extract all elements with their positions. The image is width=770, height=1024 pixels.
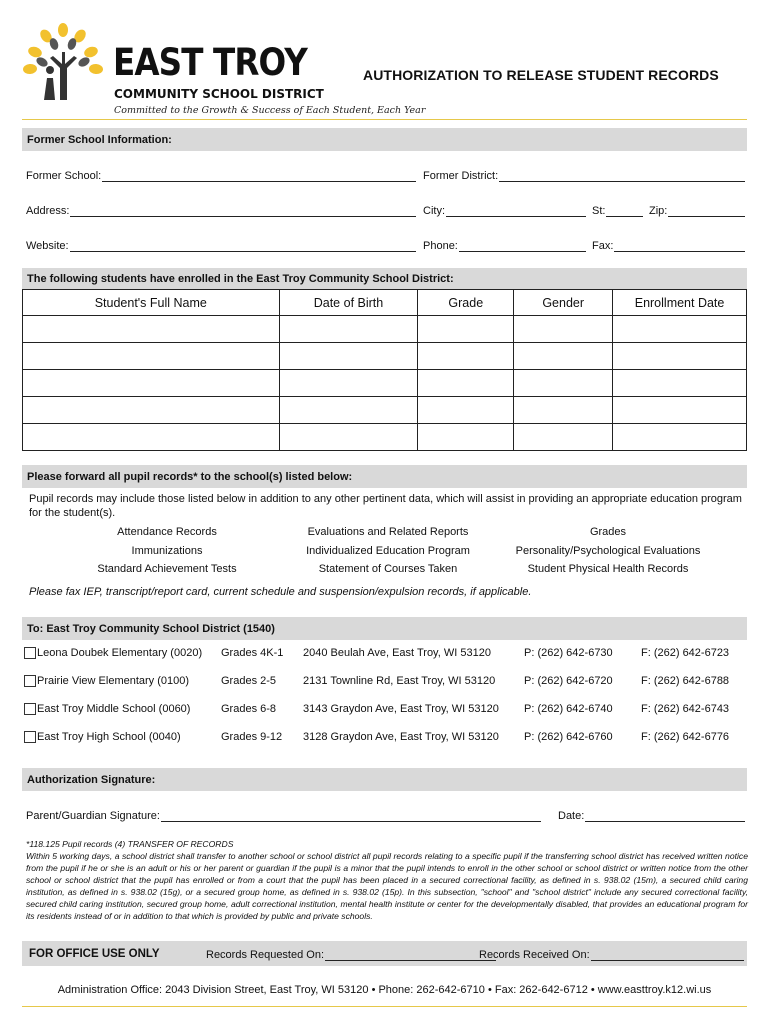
cell-input[interactable] <box>418 343 514 370</box>
table-row <box>23 424 747 451</box>
school-phone: P: (262) 642-6720 <box>524 675 613 687</box>
org-tagline: Committed to the Growth & Success of Each Student, Each Year <box>114 105 426 116</box>
record-type: Personality/Psychological Evaluations <box>515 545 701 557</box>
students-heading: The following students have enrolled in the East Troy Community School District: <box>22 268 747 289</box>
records-received-label: Records Received On: <box>479 949 590 961</box>
city-field[interactable] <box>423 203 586 217</box>
cell-input[interactable] <box>613 397 747 424</box>
org-name: EAST TROY <box>113 41 307 84</box>
cell-input[interactable] <box>514 397 613 424</box>
cell-input[interactable] <box>418 397 514 424</box>
school-name: East Troy High School (0040) <box>37 731 181 743</box>
forward-intro: Pupil records may include those listed below in addition to any other pertinent data, which will assist in providing an appropriate education program for the student(s). <box>29 493 742 519</box>
record-type: Attendance Records <box>117 526 217 538</box>
forward-heading: Please forward all pupil records* to the school(s) listed below: <box>22 465 747 488</box>
to-district-heading: To: East Troy Community School District (1540) <box>22 617 747 640</box>
school-fax: F: (262) 642-6723 <box>641 647 730 659</box>
cell-input[interactable] <box>23 343 280 370</box>
cell-input[interactable] <box>279 397 418 424</box>
org-subtitle: COMMUNITY SCHOOL DISTRICT <box>114 87 324 101</box>
record-type: Statement of Courses Taken <box>318 563 458 575</box>
col-enrollment-date: Enrollment Date <box>613 290 747 316</box>
footer-contact: Administration Office: 2043 Division Street, East Troy, WI 53120 • Phone: 262-642-6710 • Fax: 262-642-6712 • www.easttroy.k12.wi.us <box>57 984 712 996</box>
office-use-heading: FOR OFFICE USE ONLY <box>29 947 160 960</box>
school-fax: F: (262) 642-6743 <box>641 703 730 715</box>
col-grade: Grade <box>418 290 514 316</box>
school-checkbox[interactable] <box>24 703 36 715</box>
zip-field[interactable] <box>649 203 745 217</box>
zip-label: Zip: <box>649 205 668 217</box>
phone-label: Phone: <box>423 240 458 252</box>
website-field[interactable] <box>26 238 416 252</box>
school-row <box>24 703 744 717</box>
parent-signature-label: Parent/Guardian Signature: <box>26 810 160 822</box>
table-row <box>23 370 747 397</box>
cell-input[interactable] <box>514 424 613 451</box>
fax-note: Please fax IEP, transcript/report card, current schedule and suspension/expulsion records, if applicable. <box>29 586 532 598</box>
records-requested-field[interactable] <box>206 947 496 961</box>
cell-input[interactable] <box>23 316 280 343</box>
table-row <box>23 397 747 424</box>
website-label: Website: <box>26 240 69 252</box>
cell-input[interactable] <box>418 316 514 343</box>
school-row <box>24 731 744 745</box>
office-use-bar <box>22 941 747 966</box>
state-field[interactable] <box>592 203 643 217</box>
phone-field[interactable] <box>423 238 586 252</box>
school-fax: F: (262) 642-6788 <box>641 675 730 687</box>
col-full-name: Student's Full Name <box>23 290 280 316</box>
cell-input[interactable] <box>514 370 613 397</box>
statute-body: Within 5 working days, a school district shall transfer to another school or school district all pupil records relating to a specific pupil if the transferring school district has received written notice from the pupil if he or she is an adult or his or her parent or guardian if the pupil is a minor that the pupil intends to enroll in the other school or school district or written notice from the other school or school district that the pupil has enrolled or from a court that the pupil has been placed in a secured correctional facility, as defined in s. 938.02 (15m), a secured child caring institution, as defined in s. 938.02 (15g), or a secured group home, as defined in s. 938.02 (15p). In this subsection, "school" and "school district" include any secured correctional facility, secured child caring institution, secured group home, adult correctional institution, mental health institute or center for the developmentally disabled, that provides an educational program for its residents instead of or in addition to that which is provided by public and private schools. <box>26 851 748 921</box>
students-header-row <box>23 290 747 316</box>
school-row <box>24 675 744 689</box>
cell-input[interactable] <box>613 424 747 451</box>
signature-date-field[interactable] <box>558 808 745 822</box>
school-grades: Grades 9-12 <box>221 731 283 743</box>
school-address: 3143 Graydon Ave, East Troy, WI 53120 <box>303 703 499 715</box>
school-name: Leona Doubek Elementary (0020) <box>37 647 203 659</box>
school-grades: Grades 2-5 <box>221 675 277 687</box>
state-label: St: <box>592 205 606 217</box>
school-address: 3128 Graydon Ave, East Troy, WI 53120 <box>303 731 499 743</box>
former-district-field[interactable] <box>423 168 745 182</box>
address-label: Address: <box>26 205 70 217</box>
cell-input[interactable] <box>418 424 514 451</box>
cell-input[interactable] <box>279 343 418 370</box>
document-title: AUTHORIZATION TO RELEASE STUDENT RECORDS <box>363 67 719 83</box>
address-field[interactable] <box>26 203 416 217</box>
cell-input[interactable] <box>279 316 418 343</box>
school-grades: Grades 6-8 <box>221 703 277 715</box>
school-checkbox[interactable] <box>24 647 36 659</box>
col-date-of-birth: Date of Birth <box>279 290 418 316</box>
school-fax: F: (262) 642-6776 <box>641 731 730 743</box>
records-requested-label: Records Requested On: <box>206 949 325 961</box>
record-type: Student Physical Health Records <box>527 563 689 575</box>
cell-input[interactable] <box>23 370 280 397</box>
former-district-label: Former District: <box>423 170 499 182</box>
former-school-field[interactable] <box>26 168 416 182</box>
cell-input[interactable] <box>613 370 747 397</box>
former-school-heading: Former School Information: <box>22 128 747 151</box>
cell-input[interactable] <box>613 316 747 343</box>
school-checkbox[interactable] <box>24 731 36 743</box>
record-type: Grades <box>589 526 627 538</box>
cell-input[interactable] <box>613 343 747 370</box>
cell-input[interactable] <box>418 370 514 397</box>
cell-input[interactable] <box>23 397 280 424</box>
cell-input[interactable] <box>23 424 280 451</box>
school-name: Prairie View Elementary (0100) <box>37 675 190 687</box>
tree-logo-icon <box>20 22 106 102</box>
fax-label: Fax: <box>592 240 614 252</box>
record-type: Individualized Education Program <box>306 545 470 557</box>
fax-field[interactable] <box>592 238 745 252</box>
parent-signature-field[interactable] <box>26 808 541 822</box>
record-type: Standard Achievement Tests <box>97 563 237 575</box>
school-grades: Grades 4K-1 <box>221 647 284 659</box>
school-phone: P: (262) 642-6730 <box>524 647 613 659</box>
cell-input[interactable] <box>514 343 613 370</box>
col-gender: Gender <box>514 290 613 316</box>
cell-input[interactable] <box>514 316 613 343</box>
city-label: City: <box>423 205 445 217</box>
students-table <box>22 289 747 451</box>
school-phone: P: (262) 642-6740 <box>524 703 613 715</box>
header-divider <box>22 119 747 120</box>
school-address: 2131 Townline Rd, East Troy, WI 53120 <box>303 675 496 687</box>
table-row <box>23 343 747 370</box>
signature-heading: Authorization Signature: <box>22 768 747 791</box>
school-address: 2040 Beulah Ave, East Troy, WI 53120 <box>303 647 491 659</box>
signature-date-label: Date: <box>558 810 585 822</box>
cell-input[interactable] <box>279 370 418 397</box>
cell-input[interactable] <box>279 424 418 451</box>
school-checkbox[interactable] <box>24 675 36 687</box>
school-name: East Troy Middle School (0060) <box>37 703 191 715</box>
records-received-field[interactable] <box>479 947 744 961</box>
footer-divider <box>22 1006 747 1007</box>
record-type: Evaluations and Related Reports <box>307 526 469 538</box>
statute-title: *118.125 Pupil records (4) TRANSFER OF RECORDS <box>26 839 234 849</box>
school-row <box>24 647 744 661</box>
former-school-label: Former School: <box>26 170 102 182</box>
legal-statute <box>26 838 748 922</box>
school-phone: P: (262) 642-6760 <box>524 731 613 743</box>
table-row <box>23 316 747 343</box>
record-type: Immunizations <box>131 545 203 557</box>
